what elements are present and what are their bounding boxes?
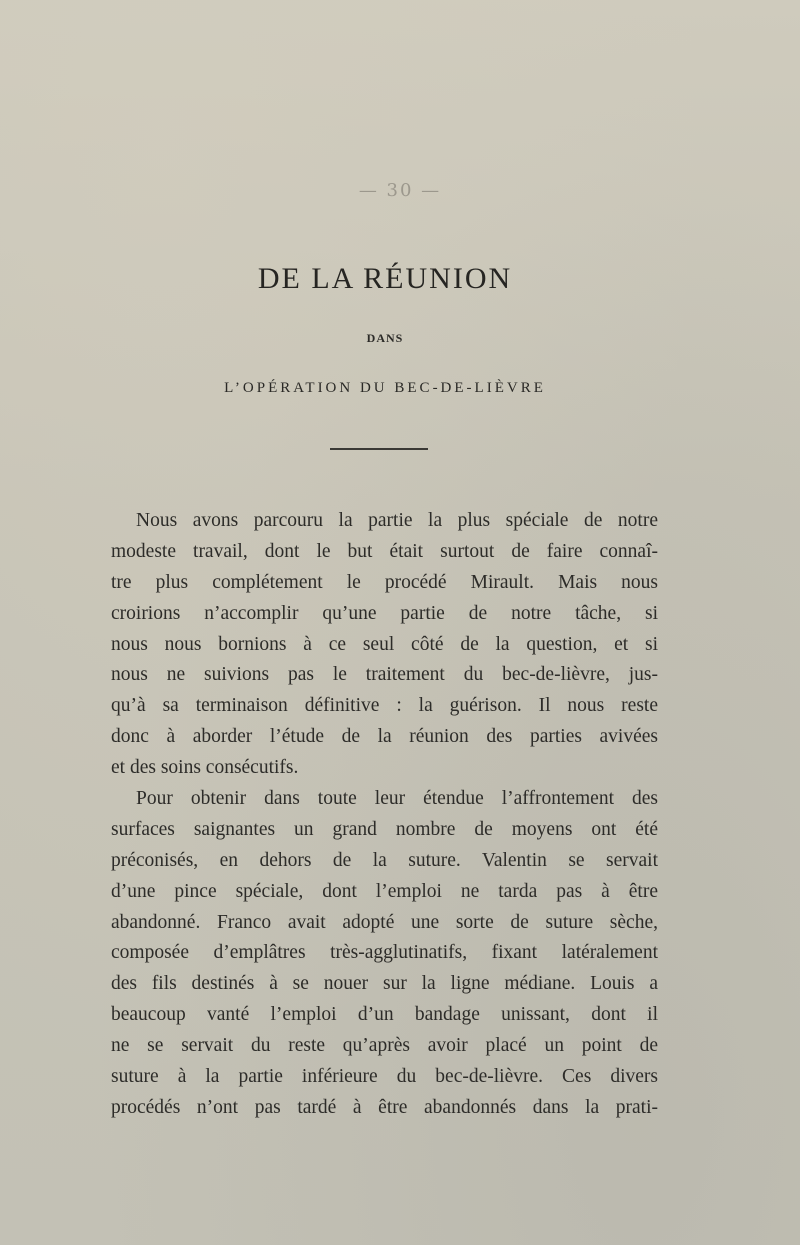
- text-line: des fils destinés à se nouer sur la ligne médiane. Louis a: [111, 973, 658, 995]
- text-line: composée d’emplâtres très-agglutinatifs, fixant latéralement: [111, 942, 658, 964]
- chapter-subtitle-connector: DANS: [366, 331, 404, 345]
- text-line: donc à aborder l’étude de la réunion des parties avivées: [111, 726, 658, 748]
- chapter-subtitle: L’OPÉRATION DU BEC-DE-LIÈVRE: [224, 380, 546, 396]
- text-line: préconisés, en dehors de la suture. Valentin se servait: [111, 849, 658, 871]
- title-divider: [330, 448, 428, 450]
- text-line: d’une pince spéciale, dont l’emploi ne tarda pas à être: [111, 880, 658, 902]
- text-line: qu’à sa terminaison définitive : la guérison. Il nous reste: [111, 695, 658, 717]
- body-text: [111, 506, 658, 1124]
- text-line: tre plus complétement le procédé Mirault. Mais nous: [111, 571, 658, 593]
- text-line: abandonné. Franco avait adopté une sorte de suture sèche,: [111, 911, 658, 933]
- chapter-title: DE LA RÉUNION: [257, 262, 513, 295]
- text-line: nous nous bornions à ce seul côté de la question, et si: [111, 633, 658, 655]
- text-line: Pour obtenir dans toute leur étendue l’affrontement des: [136, 788, 658, 810]
- text-line: surfaces saignantes un grand nombre de moyens ont été: [111, 818, 658, 840]
- text-line: beaucoup vanté l’emploi d’un bandage unissant, dont il: [111, 1004, 658, 1026]
- text-line: ne se servait du reste qu’après avoir placé un point de: [111, 1035, 658, 1057]
- page-number: — 30 —: [358, 180, 442, 201]
- text-line: modeste travail, dont le but était surtout de faire connaî-: [111, 540, 658, 562]
- text-line: procédés n’ont pas tardé à être abandonnés dans la prati-: [111, 1096, 658, 1118]
- paragraph-2: [111, 784, 658, 1124]
- paragraph-1: [111, 506, 658, 784]
- text-line: nous ne suivions pas le traitement du bec-de-lièvre, jus-: [111, 664, 658, 686]
- text-line: croirions n’accomplir qu’une partie de notre tâche, si: [111, 602, 658, 624]
- text-line: et des soins consécutifs.: [111, 757, 299, 779]
- text-line: suture à la partie inférieure du bec-de-lièvre. Ces divers: [111, 1066, 658, 1088]
- text-line: Nous avons parcouru la partie la plus spéciale de notre: [136, 510, 658, 531]
